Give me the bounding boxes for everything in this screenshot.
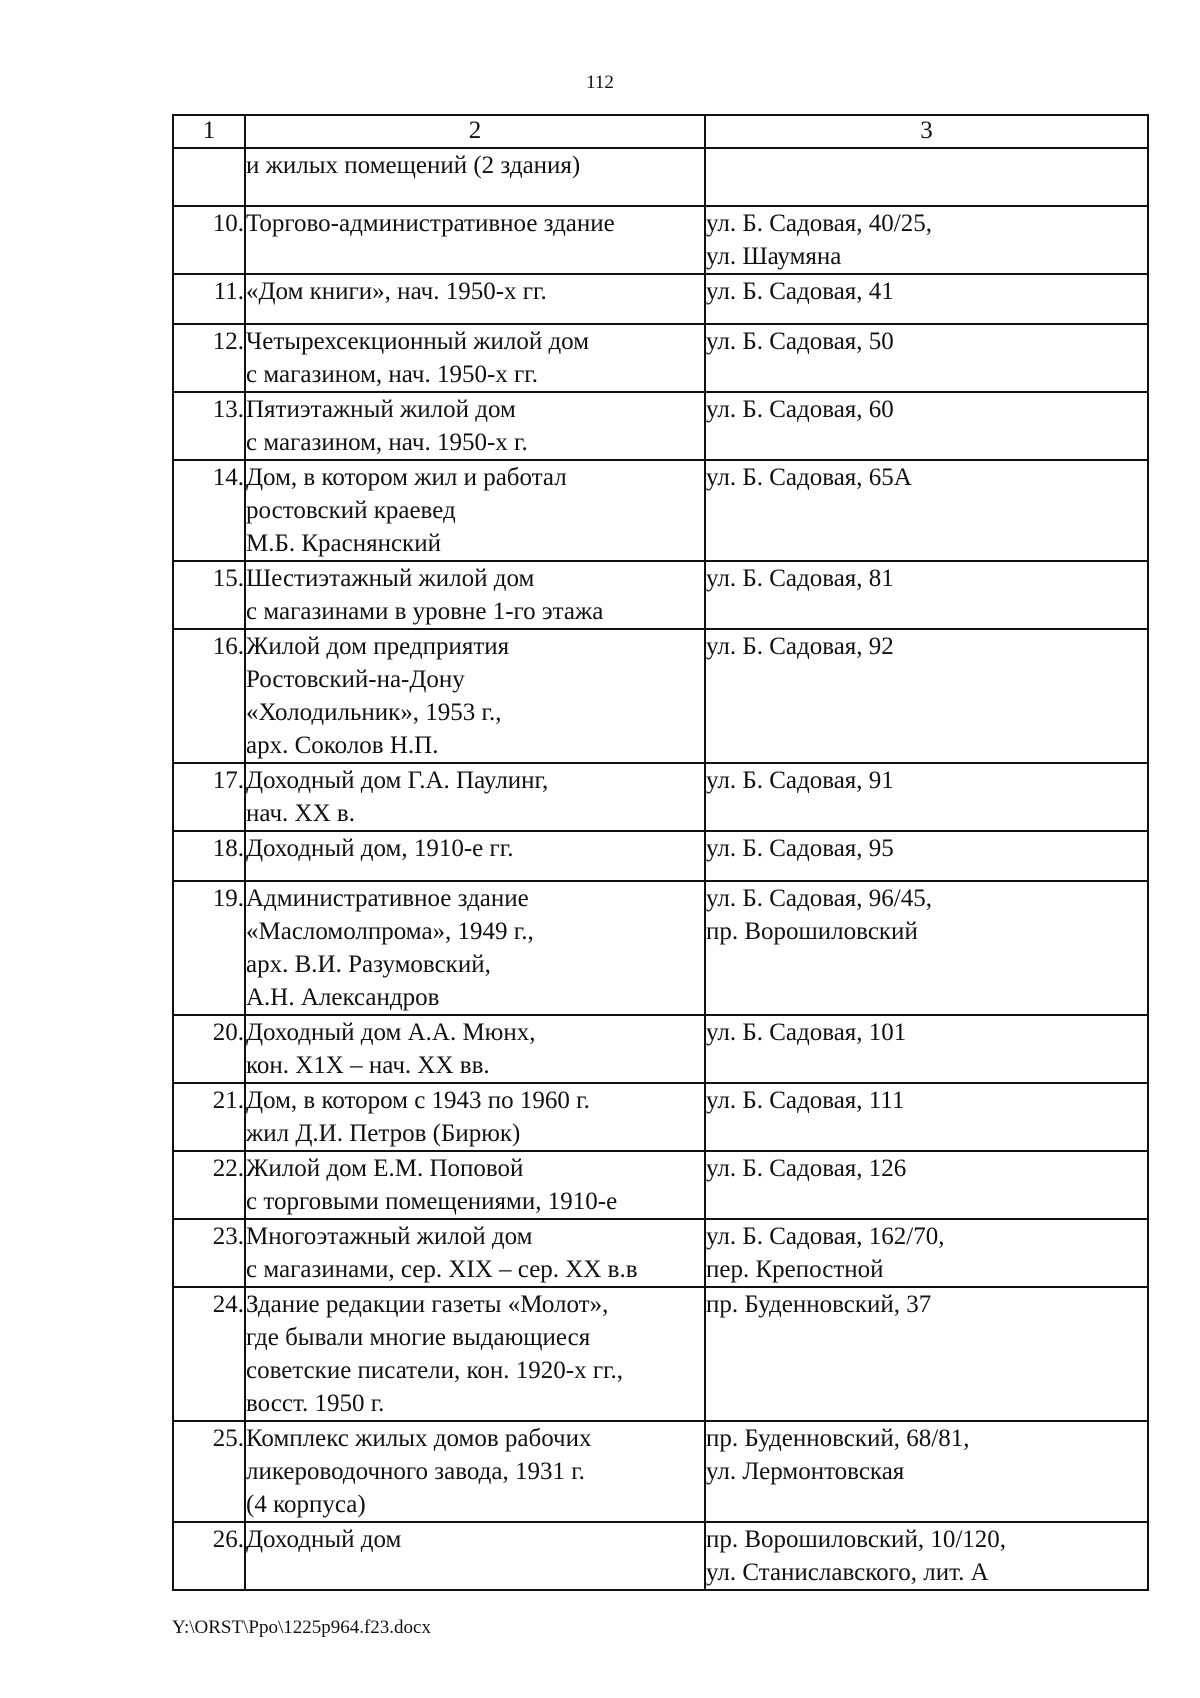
- table-row: [173, 629, 1148, 763]
- address-line: ул. Б. Садовая, 81: [706, 565, 894, 592]
- address-cell: [705, 1421, 1148, 1522]
- object-name-line: Жилой дом Е.М. Поповой: [246, 1155, 524, 1182]
- column-header-number: 1: [173, 115, 245, 148]
- object-name-line: Доходный дом А.А. Мюнх,: [246, 1019, 536, 1046]
- address-line: ул. Лермонтовская: [706, 1458, 905, 1485]
- address-cell: [705, 881, 1148, 1015]
- address-line: пр. Ворошиловский: [706, 918, 918, 945]
- table-row: [173, 1015, 1148, 1083]
- table-row: [173, 1522, 1148, 1590]
- object-name-line: жил Д.И. Петров (Бирюк): [246, 1120, 521, 1147]
- object-name-line: советские писатели, кон. 1920-х гг.,: [246, 1357, 624, 1384]
- table-row: [173, 831, 1148, 881]
- address-cell: [705, 274, 1148, 324]
- address-cell: [705, 1083, 1148, 1151]
- object-name-line: Четырехсекционный жилой дом: [246, 328, 590, 355]
- address-line: ул. Станиславского, лит. А: [706, 1559, 989, 1586]
- address-line: ул. Б. Садовая, 60: [706, 396, 894, 423]
- object-name-line: Здание редакции газеты «Молот»,: [246, 1291, 609, 1318]
- object-name-cell: [245, 1287, 705, 1421]
- object-name-cell: [245, 460, 705, 561]
- object-name-line: с магазином, нач. 1950-х гг.: [246, 361, 538, 388]
- address-line: ул. Б. Садовая, 40/25,: [706, 210, 932, 237]
- column-header-name: 2: [245, 115, 705, 148]
- address-line: ул. Шаумяна: [706, 243, 842, 270]
- address-line: пр. Буденновский, 37: [706, 1291, 932, 1318]
- object-name-cell: [245, 831, 705, 881]
- table-row: [173, 148, 1148, 206]
- table-row: [173, 881, 1148, 1015]
- row-number: 17.: [173, 763, 245, 831]
- address-line: пр. Буденновский, 68/81,: [706, 1425, 970, 1452]
- address-cell: [705, 1219, 1148, 1287]
- object-name-line: «Дом книги», нач. 1950-х гг.: [246, 278, 547, 305]
- object-name-cell: [245, 274, 705, 324]
- address-line: ул. Б. Садовая, 65А: [706, 464, 912, 491]
- row-number: 20.: [173, 1015, 245, 1083]
- address-line: пер. Крепостной: [706, 1256, 884, 1283]
- object-name-line: Торгово-административное здание: [246, 210, 615, 237]
- table-row: [173, 1151, 1148, 1219]
- object-name-line: Доходный дом Г.А. Паулинг,: [246, 767, 549, 794]
- address-line: ул. Б. Садовая, 95: [706, 835, 894, 862]
- object-name-line: где бывали многие выдающиеся: [246, 1324, 591, 1351]
- table-row: [173, 1083, 1148, 1151]
- object-name-line: с магазином, нач. 1950-х г.: [246, 429, 528, 456]
- table-header-row: [173, 115, 1148, 148]
- table-row: [173, 324, 1148, 392]
- address-line: ул. Б. Садовая, 111: [706, 1087, 905, 1114]
- object-name-line: Доходный дом, 1910-е гг.: [246, 835, 514, 862]
- object-name-line: и жилых помещений (2 здания): [246, 152, 581, 179]
- object-name-line: арх. В.И. Разумовский,: [246, 951, 491, 978]
- address-cell: [705, 561, 1148, 629]
- object-name-cell: [245, 1083, 705, 1151]
- row-number: 22.: [173, 1151, 245, 1219]
- object-name-line: Дом, в котором с 1943 по 1960 г.: [246, 1087, 590, 1114]
- table-row: [173, 460, 1148, 561]
- address-line: пр. Ворошиловский, 10/120,: [706, 1526, 1007, 1553]
- row-number: 11.: [173, 274, 245, 324]
- address-line: ул. Б. Садовая, 50: [706, 328, 894, 355]
- object-name-line: кон. X1X – нач. XX вв.: [246, 1052, 490, 1079]
- page-number: 112: [586, 72, 614, 93]
- object-name-cell: [245, 392, 705, 460]
- address-line: ул. Б. Садовая, 41: [706, 278, 894, 305]
- object-name-line: с торговыми помещениями, 1910-е: [246, 1188, 618, 1215]
- object-name-line: с магазинами в уровне 1-го этажа: [246, 598, 604, 625]
- address-line: ул. Б. Садовая, 101: [706, 1019, 907, 1046]
- row-number: 19.: [173, 881, 245, 1015]
- address-cell: [705, 1151, 1148, 1219]
- object-name-cell: [245, 1522, 705, 1590]
- address-line: ул. Б. Садовая, 92: [706, 633, 894, 660]
- address-cell: [705, 763, 1148, 831]
- row-number: 13.: [173, 392, 245, 460]
- address-cell: [705, 1015, 1148, 1083]
- object-name-line: А.Н. Александров: [246, 984, 440, 1011]
- object-name-cell: [245, 629, 705, 763]
- table-row: [173, 392, 1148, 460]
- address-cell: [705, 1287, 1148, 1421]
- table-body: [173, 148, 1148, 1590]
- table-row: [173, 763, 1148, 831]
- file-path-footer: Y:\ORST\Ppo\1225p964.f23.docx: [172, 1617, 431, 1638]
- object-name-cell: [245, 763, 705, 831]
- row-number: [173, 148, 245, 206]
- address-cell: [705, 831, 1148, 881]
- address-line: ул. Б. Садовая, 162/70,: [706, 1223, 945, 1250]
- row-number: 23.: [173, 1219, 245, 1287]
- table-row: [173, 561, 1148, 629]
- object-name-cell: [245, 1219, 705, 1287]
- row-number: 18.: [173, 831, 245, 881]
- row-number: 26.: [173, 1522, 245, 1590]
- object-name-line: Доходный дом: [246, 1526, 402, 1553]
- object-name-line: Жилой дом предприятия: [246, 633, 510, 660]
- object-name-cell: [245, 561, 705, 629]
- object-name-cell: [245, 1151, 705, 1219]
- address-line: ул. Б. Садовая, 91: [706, 767, 894, 794]
- row-number: 14.: [173, 460, 245, 561]
- object-name-line: Ростовский-на-Дону: [246, 666, 465, 693]
- object-name-line: «Холодильник», 1953 г.,: [246, 699, 502, 726]
- object-name-line: Административное здание: [246, 885, 529, 912]
- object-name-line: «Масломолпрома», 1949 г.,: [246, 918, 534, 945]
- object-name-line: (4 корпуса): [246, 1491, 366, 1518]
- address-line: ул. Б. Садовая, 96/45,: [706, 885, 932, 912]
- table-row: [173, 274, 1148, 324]
- address-cell: [705, 1522, 1148, 1590]
- object-name-line: Дом, в котором жил и работал: [246, 464, 567, 491]
- object-name-cell: [245, 206, 705, 274]
- object-name-cell: [245, 148, 705, 206]
- address-cell: [705, 324, 1148, 392]
- address-cell: [705, 460, 1148, 561]
- table-row: [173, 1421, 1148, 1522]
- object-name-line: Многоэтажный жилой дом: [246, 1223, 533, 1250]
- object-name-line: ростовский краевед: [246, 497, 456, 524]
- object-name-line: ликероводочного завода, 1931 г.: [246, 1458, 585, 1485]
- row-number: 15.: [173, 561, 245, 629]
- object-name-line: Комплекс жилых домов рабочих: [246, 1425, 592, 1452]
- address-cell: [705, 629, 1148, 763]
- object-name-cell: [245, 881, 705, 1015]
- row-number: 24.: [173, 1287, 245, 1421]
- object-name-cell: [245, 324, 705, 392]
- object-name-line: Шестиэтажный жилой дом: [246, 565, 535, 592]
- table-row: [173, 206, 1148, 274]
- monuments-table: [172, 114, 1149, 1591]
- object-name-line: М.Б. Краснянский: [246, 530, 441, 557]
- row-number: 12.: [173, 324, 245, 392]
- address-cell: [705, 148, 1148, 206]
- object-name-line: Пятиэтажный жилой дом: [246, 396, 516, 423]
- address-cell: [705, 206, 1148, 274]
- object-name-cell: [245, 1421, 705, 1522]
- row-number: 21.: [173, 1083, 245, 1151]
- row-number: 25.: [173, 1421, 245, 1522]
- address-line: ул. Б. Садовая, 126: [706, 1155, 907, 1182]
- object-name-line: нач. XX в.: [246, 800, 355, 827]
- object-name-line: арх. Соколов Н.П.: [246, 732, 439, 759]
- address-cell: [705, 392, 1148, 460]
- object-name-line: восст. 1950 г.: [246, 1390, 385, 1417]
- table-row: [173, 1287, 1148, 1421]
- row-number: 16.: [173, 629, 245, 763]
- object-name-cell: [245, 1015, 705, 1083]
- object-name-line: с магазинами, сер. XIX – сер. XX в.в: [246, 1256, 638, 1283]
- table-row: [173, 1219, 1148, 1287]
- column-header-address: 3: [705, 115, 1148, 148]
- row-number: 10.: [173, 206, 245, 274]
